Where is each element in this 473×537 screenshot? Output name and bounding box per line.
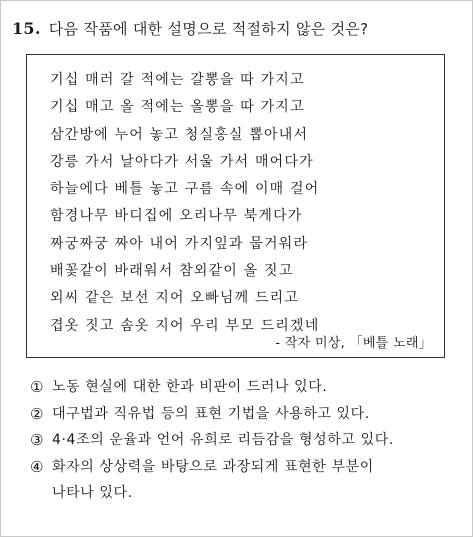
choice-4[interactable]	[30, 454, 394, 507]
question-number: 15.	[12, 19, 41, 38]
question-prompt: 다음 작품에 대한 설명으로 적절하지 않은 것은?	[48, 20, 369, 38]
choice-marker: ①	[30, 378, 45, 396]
poem-line: 하늘에다 베틀 놓고 구름 속에 이매 걸어	[50, 181, 320, 198]
poem-source: - 작자 미상, 「베틀 노래」	[275, 336, 432, 351]
poem-line: 삼간방에 누어 놓고 청실홍실 뽑아내서	[50, 126, 309, 143]
poem-line: 강릉 가서 날아다가 서울 가서 매어다가	[50, 153, 314, 170]
poem-line: 짜궁짜궁 짜아 내어 가지잎과 뭅거워라	[50, 235, 309, 252]
poem-line: 기십 매러 갈 적에는 갈뽕을 따 가지고	[50, 72, 305, 88]
question-header	[12, 18, 368, 39]
choice-text	[52, 374, 327, 401]
poem-line: 배꽃같이 바래워서 참외같이 올 짓고	[50, 263, 294, 280]
poem-box	[26, 54, 445, 358]
choice-line: 나타나 있다.	[52, 485, 133, 501]
choice-marker: ③	[30, 431, 45, 449]
choice-line: 화자의 상상력을 바탕으로 과장되게 표현한 부분이	[52, 458, 374, 475]
choice-text	[52, 401, 370, 428]
poem-line: 함경나무 바디집에 오리나무 북게다가	[50, 208, 303, 225]
choice-text	[52, 427, 394, 454]
choice-line: 4·4조의 운율과 언어 유희로 리듬감을 형성하고 있다.	[52, 432, 394, 448]
choice-2[interactable]	[30, 401, 394, 428]
poem-line: 기십 매고 올 적에는 올뽕을 따 가지고	[50, 99, 305, 116]
choice-text	[52, 454, 374, 507]
poem-lines	[50, 67, 319, 340]
choice-line: 노동 현실에 대한 한과 비판이 드러나 있다.	[52, 379, 328, 395]
answer-choices	[30, 374, 394, 507]
choice-3[interactable]	[30, 427, 394, 454]
choice-marker: ②	[30, 404, 45, 423]
choice-marker: ④	[30, 457, 45, 476]
poem-line: 외씨 같은 보선 지어 오빠님께 드리고	[50, 290, 300, 307]
poem-line: 겹옷 짓고 솜옷 지어 우리 부모 드리겠네	[50, 317, 320, 334]
choice-line: 대구법과 직유법 등의 표현 기법을 사용하고 있다.	[52, 405, 370, 422]
choice-1[interactable]	[30, 374, 394, 401]
